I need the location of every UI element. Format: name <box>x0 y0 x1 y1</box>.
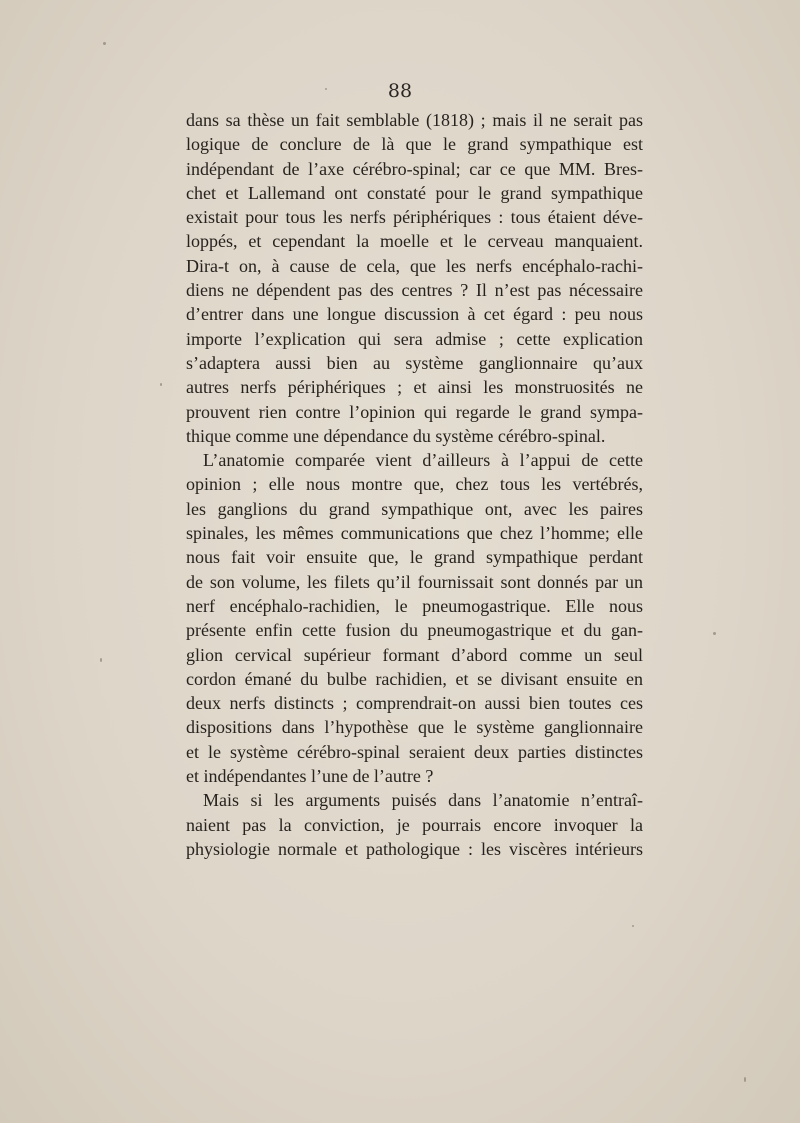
text-line: spinales, les mêmes communications que chez l’homme; elle <box>186 523 643 544</box>
text-line: Dira-t on, à cause de cela, que les nerfs encéphalo-rachi- <box>186 255 643 276</box>
paper-speck <box>713 632 716 635</box>
text-line: dans sa thèse un fait semblable (1818) ; mais il ne serait pas <box>186 110 643 130</box>
text-line: glion cervical supérieur formant d’abord comme un seul <box>186 644 643 665</box>
paper-speck <box>632 925 634 927</box>
text-line: autres nerfs périphériques ; et ainsi les monstruosités ne <box>186 377 643 398</box>
text-line: de son volume, les filets qu’il fournissait sont donnés par un <box>186 571 643 592</box>
text-line: logique de conclure de là que le grand sympathique est <box>186 134 643 155</box>
text-line: présente enfin cette fusion du pneumogastrique et du gan- <box>186 620 643 641</box>
text-line: deux nerfs distincts ; comprendrait-on aussi bien toutes ces <box>186 693 643 714</box>
text-line: chet et Lallemand ont constaté pour le grand sympathique <box>186 182 643 203</box>
text-line: nerf encéphalo-rachidien, le pneumogastrique. Elle nous <box>186 595 643 616</box>
text-line: d’entrer dans une longue discussion à cet égard : peu nous <box>186 304 643 325</box>
text-line: dispositions dans l’hypothèse que le système ganglionnaire <box>186 717 643 738</box>
text-line: prouvent rien contre l’opinion qui regarde le grand sympa- <box>186 401 643 422</box>
text-line: diens ne dépendent pas des centres ? Il n’est pas nécessaire <box>186 280 643 301</box>
page-number: 88 <box>387 80 413 102</box>
text-line: et le système cérébro-spinal seraient deux parties distinctes <box>186 741 643 762</box>
paper-speck <box>325 88 327 90</box>
text-line: opinion ; elle nous montre que, chez tous les vertébrés, <box>186 474 643 495</box>
paper-speck <box>103 42 106 45</box>
text-line: importe l’explication qui sera admise ; cette explication <box>186 328 643 349</box>
text-line: physiologie normale et pathologique : les viscères intérieurs <box>186 838 643 859</box>
text-line: naient pas la conviction, je pourrais encore invoquer la <box>186 814 643 835</box>
paper-speck <box>160 383 162 386</box>
paper-speck <box>744 1077 746 1082</box>
paper-speck <box>100 658 102 662</box>
text-line: indépendant de l’axe cérébro-spinal; car ce que MM. Bres- <box>186 158 643 179</box>
text-line: Mais si les arguments puisés dans l’anatomie n’entraî- <box>203 790 643 811</box>
text-line: s’adaptera aussi bien au système ganglionnaire qu’aux <box>186 352 643 373</box>
text-line: L’anatomie comparée vient d’ailleurs à l’appui de cette <box>203 450 643 471</box>
text-line: existait pour tous les nerfs périphériques : tous étaient déve- <box>186 207 643 228</box>
text-line: les ganglions du grand sympathique ont, avec les paires <box>186 498 643 519</box>
text-line: loppés, et cependant la moelle et le cerveau manquaient. <box>186 231 643 252</box>
text-line: nous fait voir ensuite que, le grand sympathique perdant <box>186 547 643 568</box>
text-line: thique comme une dépendance du système cérébro-spinal. <box>186 425 606 446</box>
body-text <box>186 108 643 861</box>
text-line: cordon émané du bulbe rachidien, et se divisant ensuite en <box>186 668 643 689</box>
text-line: et indépendantes l’une de l’autre ? <box>186 766 434 787</box>
